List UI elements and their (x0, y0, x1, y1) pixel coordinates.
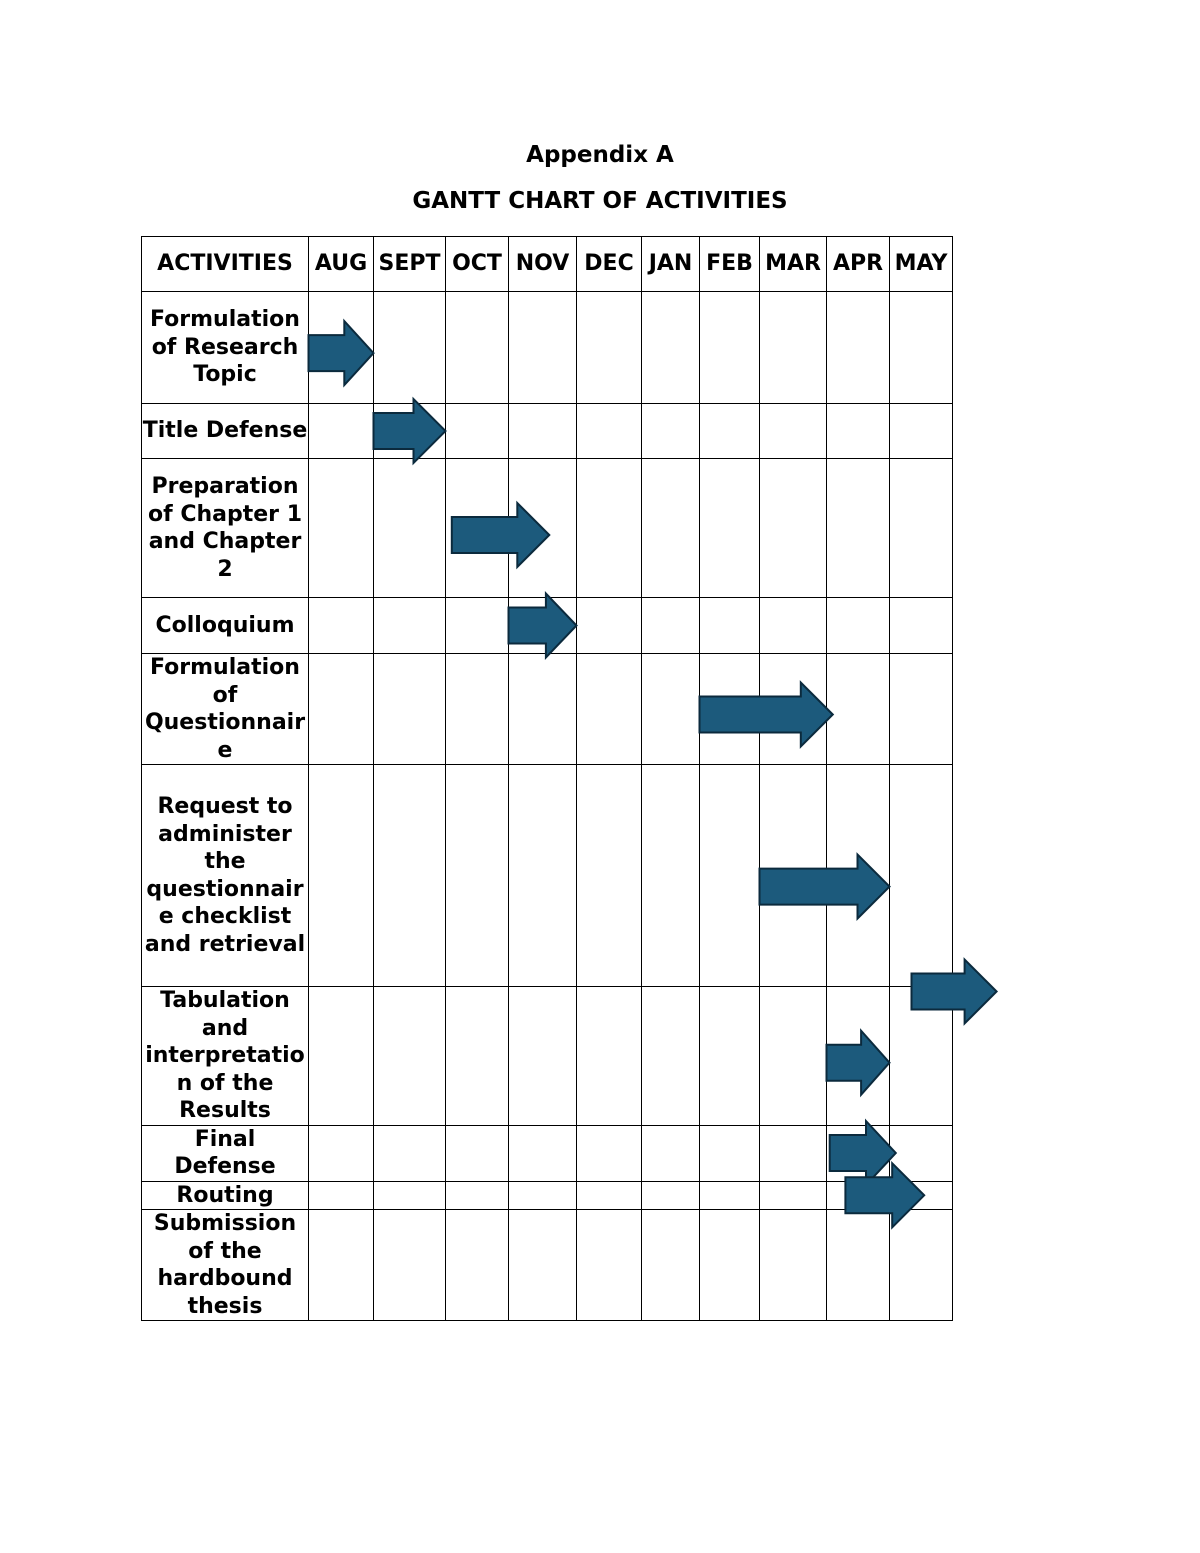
appendix-label: Appendix A (526, 142, 674, 168)
table-row (142, 765, 953, 987)
month-header-jan: JAN (642, 237, 700, 292)
activity-label: Submission of the hardbound thesis (142, 1210, 309, 1321)
table-row (142, 987, 953, 1126)
table-row (142, 1125, 953, 1181)
month-header-oct: OCT (446, 237, 509, 292)
month-header-mar: MAR (760, 237, 827, 292)
activity-label: Final Defense (142, 1125, 309, 1181)
activities-header: ACTIVITIES (142, 237, 309, 292)
activity-label: Request to administer the questionnaire checklist and retrieval (142, 765, 309, 987)
gantt-table (141, 236, 953, 1321)
table-row (142, 1181, 953, 1210)
header-row (142, 237, 953, 292)
month-header-may: MAY (890, 237, 953, 292)
month-header-feb: FEB (700, 237, 760, 292)
activity-label: Routing (142, 1181, 309, 1210)
chart-title: GANTT CHART OF ACTIVITIES (412, 188, 788, 214)
table-row (142, 1210, 953, 1321)
month-header-dec: DEC (577, 237, 642, 292)
table-row (142, 598, 953, 654)
activity-label: Preparation of Chapter 1 and Chapter 2 (142, 459, 309, 598)
table-row (142, 404, 953, 459)
table-row (142, 459, 953, 598)
table-row (142, 292, 953, 404)
month-header-nov: NOV (509, 237, 577, 292)
activity-label: Formulation of Research Topic (142, 292, 309, 404)
activity-label: Colloquium (142, 598, 309, 654)
activity-label: Title Defense (142, 404, 309, 459)
month-header-aug: AUG (309, 237, 374, 292)
activity-label: Formulation of Questionnaire (142, 654, 309, 765)
month-header-sept: SEPT (374, 237, 446, 292)
month-header-apr: APR (827, 237, 890, 292)
activity-label: Tabulation and interpretation of the Results (142, 987, 309, 1126)
table-row (142, 654, 953, 765)
